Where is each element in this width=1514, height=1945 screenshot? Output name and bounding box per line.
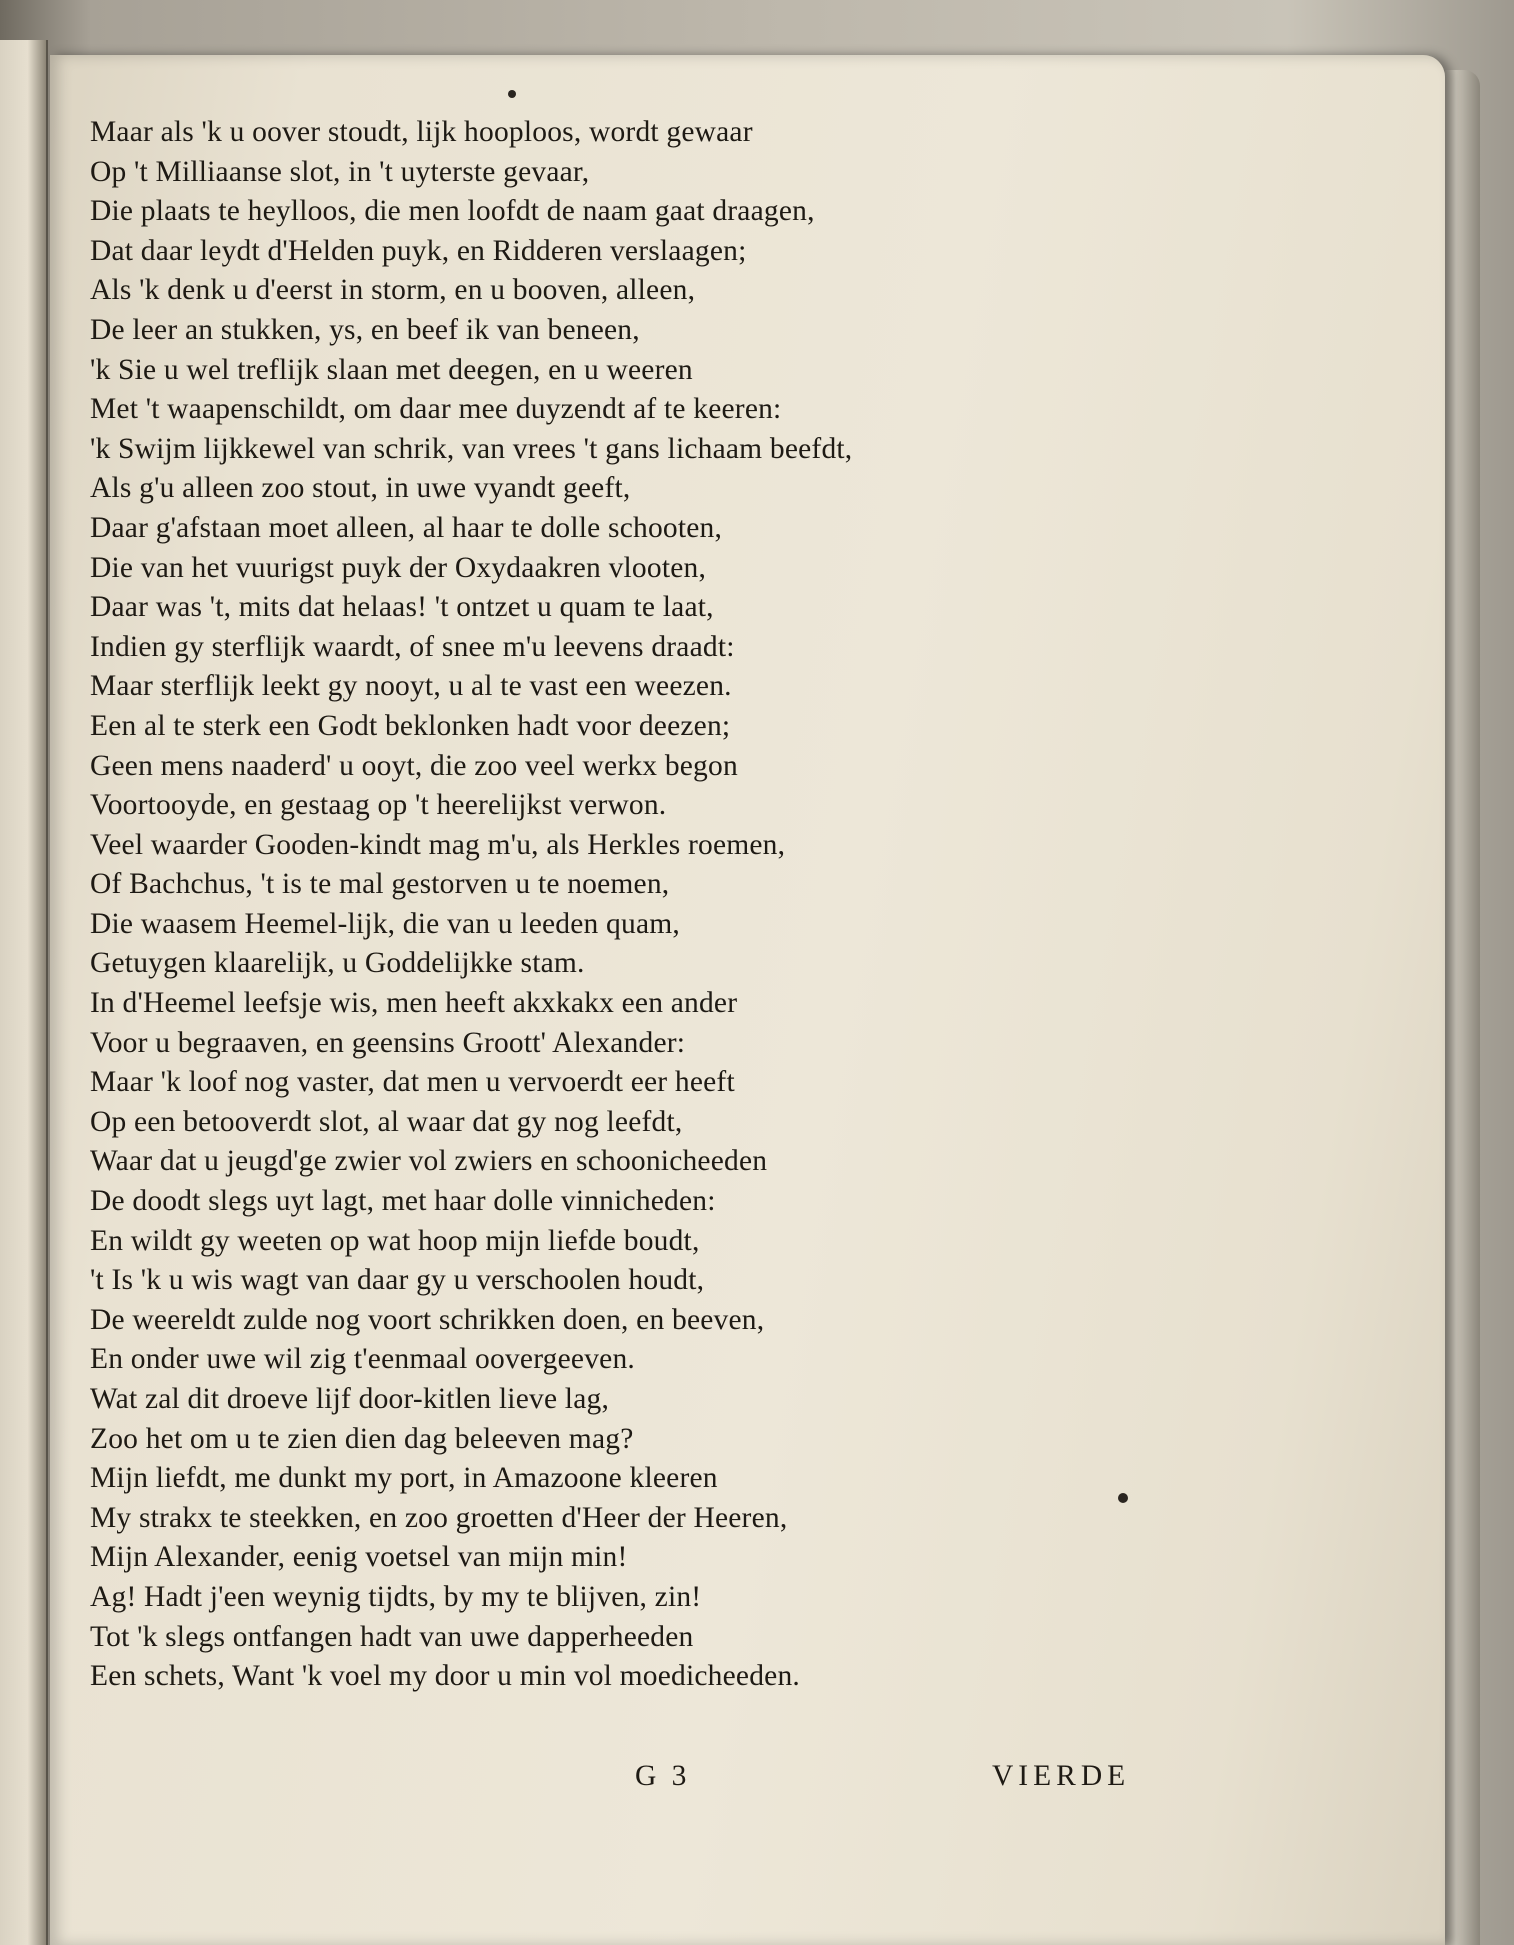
poem-line: Zoo het om u te zien dien dag beleeven mag? xyxy=(90,1422,634,1455)
poem-line: 'k Sie u wel treflijk slaan met deegen, en u weeren xyxy=(90,353,693,386)
poem-line: Met 't waapenschildt, om daar mee duyzendt af te keeren: xyxy=(90,393,782,426)
right-page-stack-edge xyxy=(1440,70,1480,1945)
poem-line: Ag! Hadt j'een weynig tijdts, by my te blijven, zin! xyxy=(90,1580,702,1613)
poem-line: Daar g'afstaan moet alleen, al haar te dolle schooten, xyxy=(90,511,723,544)
poem-line: Of Bachchus, 't is te mal gestorven u te noemen, xyxy=(90,868,670,901)
page-footer xyxy=(0,1760,1514,1800)
poem-line: In d'Heemel leefsje wis, men heeft akxkakx een ander xyxy=(90,987,738,1020)
poem-line: Als 'k denk u d'eerst in storm, en u booven, alleen, xyxy=(90,274,696,307)
poem-line: De leer an stukken, ys, en beef ik van beneen, xyxy=(90,313,640,346)
poem-line: Als g'u alleen zoo stout, in uwe vyandt geeft, xyxy=(90,472,631,505)
poem-text-block xyxy=(90,113,852,1697)
poem-line: En onder uwe wil zig t'eenmaal oovergeeven. xyxy=(90,1343,635,1376)
poem-line: Mijn liefdt, me dunkt my port, in Amazoone kleeren xyxy=(90,1462,718,1495)
poem-line: 't Is 'k u wis wagt van daar gy u verschoolen houdt, xyxy=(90,1264,705,1297)
signature-mark: G 3 xyxy=(635,1760,691,1792)
ink-speck xyxy=(1118,1493,1128,1503)
poem-line: Maar als 'k u oover stoudt, lijk hooploos, wordt gewaar xyxy=(90,116,753,148)
catchword: VIERDE xyxy=(992,1760,1131,1792)
poem-line: Geen mens naaderd' u ooyt, die zoo veel werkx begon xyxy=(90,749,738,782)
poem-line: Daar was 't, mits dat helaas! 't ontzet u quam te laat, xyxy=(90,591,714,624)
poem-line: Die plaats te heylloos, die men loofdt de naam gaat draagen, xyxy=(90,195,815,228)
poem-line: Een schets, Want 'k voel my door u min vol moedicheeden. xyxy=(90,1660,800,1693)
poem-line: Voor u begraaven, en geensins Groott' Alexander: xyxy=(90,1026,686,1059)
poem-line: Voortooyde, en gestaag op 't heerelijkst verwon. xyxy=(90,789,667,822)
poem-line: Een al te sterk een Godt beklonken hadt voor deezen; xyxy=(90,709,731,742)
poem-line: Maar sterflijk leekt gy nooyt, u al te vast een weezen. xyxy=(90,670,732,703)
poem-line: My strakx te steekken, en zoo groetten d'Heer der Heeren, xyxy=(90,1501,788,1534)
poem-line: Getuygen klaarelijk, u Goddelijkke stam. xyxy=(90,947,585,980)
poem-line: 'k Swijm lijkkewel van schrik, van vrees 't gans lichaam beefdt, xyxy=(90,432,853,465)
poem-line: Die van het vuurigst puyk der Oxydaakren vlooten, xyxy=(90,551,707,584)
poem-line: Op 't Milliaanse slot, in 't uyterste gevaar, xyxy=(90,155,590,188)
poem-line: Wat zal dit droeve lijf door-kitlen lieve lag, xyxy=(90,1383,610,1415)
poem-line: Indien gy sterflijk waardt, of snee m'u leevens draadt: xyxy=(90,630,735,663)
poem-line: Op een betooverdt slot, al waar dat gy nog leefdt, xyxy=(90,1105,683,1138)
ink-speck xyxy=(508,90,516,98)
poem-line: De doodt slegs uyt lagt, met haar dolle vinnicheden: xyxy=(90,1185,716,1218)
poem-line: Waar dat u jeugd'ge zwier vol zwiers en schoonicheeden xyxy=(90,1145,768,1178)
poem-line: Dat daar leydt d'Helden puyk, en Ridderen verslaagen; xyxy=(90,234,747,267)
left-page-edge xyxy=(0,40,48,1945)
poem-line: Veel waarder Gooden-kindt mag m'u, als Herkles roemen, xyxy=(90,828,786,861)
show-through-text xyxy=(970,100,1190,190)
poem-line: Mijn Alexander, eenig voetsel van mijn min! xyxy=(90,1541,628,1574)
poem-line: Tot 'k slegs ontfangen hadt van uwe dapperheeden xyxy=(90,1620,694,1653)
poem-line: Maar 'k loof nog vaster, dat men u vervoerdt eer heeft xyxy=(90,1066,735,1099)
poem-line: De weereldt zulde nog voort schrikken doen, en beeven, xyxy=(90,1303,765,1336)
poem-line: Die waasem Heemel-lijk, die van u leeden quam, xyxy=(90,907,680,940)
poem-line: En wildt gy weeten op wat hoop mijn liefde boudt, xyxy=(90,1224,700,1257)
